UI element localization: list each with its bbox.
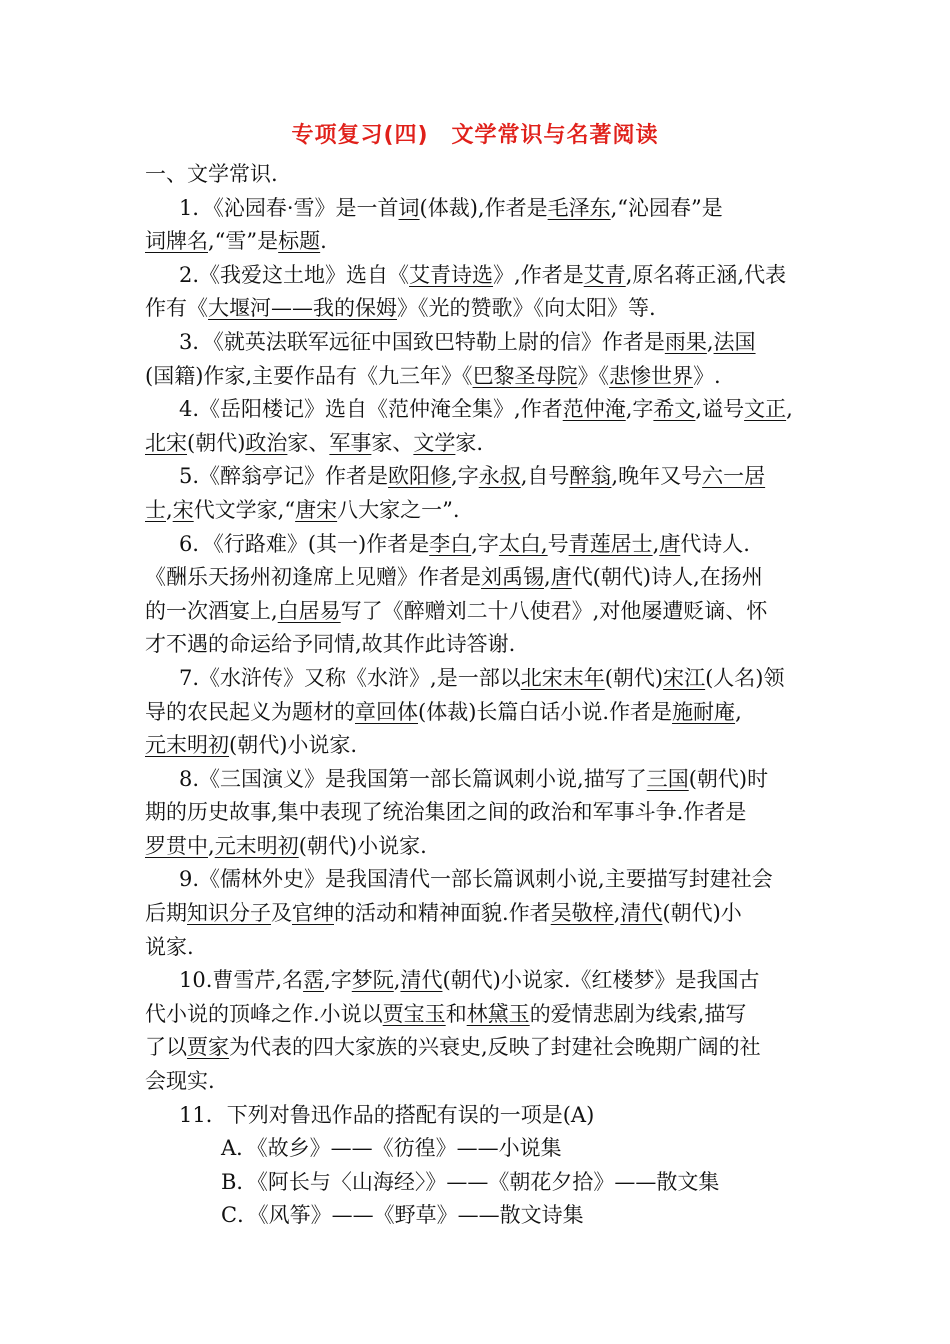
item-6-line-3: 的一次酒宴上,白居易写了《醉赠刘二十八使君》,对他屡遭贬谪、怀: [145, 598, 768, 623]
item-1-line-1: 1．《沁园春·雪》是一首词(体裁),作者是毛泽东,“沁园春”是: [179, 195, 723, 220]
item-3-line-1: 3．《就英法联军远征中国致巴特勒上尉的信》作者是雨果,法国: [179, 329, 756, 354]
item-7-line-3: 元末明初(朝代)小说家.: [145, 733, 358, 758]
answer-blank: 刘禹锡: [481, 565, 544, 590]
item-1-line-2: 词牌名,“雪”是标题.: [145, 229, 327, 254]
answer-blank: 悲惨世界: [609, 363, 694, 388]
item-2-line-1: 2.《我爱这土地》选自《艾青诗选》,作者是艾青,原名蒋正涵,代表: [179, 262, 787, 287]
document-body: [145, 158, 810, 1233]
answer-blank: 元末明初: [145, 733, 229, 758]
answer-blank: 青莲居士: [568, 531, 653, 556]
answer-blank: 六一居: [702, 464, 766, 489]
answer-blank: 永叔: [478, 464, 521, 489]
item-5-line-2: 士,宋代文学家,“唐宋八大家之一”.: [145, 497, 460, 522]
answer-blank: 唐宋: [295, 497, 338, 522]
answer-blank: 文正: [744, 397, 787, 422]
answer-blank: 霑: [303, 968, 325, 993]
item-11-option-b: B．《阿长与〈山海经〉》——《朝花夕拾》——散文集: [221, 1169, 720, 1194]
answer-blank: 林黛玉: [466, 1001, 530, 1026]
answer-blank: 北宋末年: [520, 665, 605, 690]
item-10-line-2: 代小说的顶峰之作.小说以贾宝玉和林黛玉的爱情悲剧为线索,描写: [145, 1001, 747, 1026]
answer-blank: 清代: [620, 901, 663, 926]
answer-blank: 希文: [653, 397, 696, 422]
answer-blank: 士: [145, 497, 166, 522]
answer-blank: 贾家: [187, 1035, 229, 1060]
item-3-line-2: (国籍)作家,主要作品有《九三年》《巴黎圣母院》《悲惨世界》.: [145, 363, 721, 388]
answer-blank: 雨果: [664, 329, 707, 354]
answer-blank: 艾青: [583, 262, 626, 287]
item-6-line-2: 《酬乐天扬州初逢席上见赠》作者是刘禹锡,唐代(朝代)诗人,在扬州: [145, 565, 763, 590]
item-4-line-2: 北宋(朝代)政治家、军事家、文学家.: [145, 430, 484, 455]
item-2-line-2: 作有《大堰河——我的保姆》《光的赞歌》《向太阳》等.: [145, 296, 656, 321]
item-8-line-3: 罗贯中,元末明初(朝代)小说家.: [145, 833, 427, 858]
section-heading: 一、文学常识.: [145, 162, 278, 186]
answer-blank: 法国: [713, 329, 756, 354]
answer-blank: 大堰河——我的保姆: [208, 296, 397, 321]
answer-blank: 唐: [550, 565, 572, 590]
answer-blank: 政治: [245, 430, 288, 455]
answer-blank: 太白,: [498, 531, 548, 556]
answer-blank: 巴黎圣母院: [472, 363, 578, 388]
answer-blank: 梦阮: [351, 968, 394, 993]
page-title: 专项复习(四) 文学常识与名著阅读: [291, 123, 659, 148]
answer-blank: 白居易: [277, 598, 341, 623]
answer-blank: 毛泽东: [547, 195, 611, 220]
item-5-line-1: 5.《醉翁亭记》作者是欧阳修,字永叔,自号醉翁,晚年又号六一居: [179, 464, 766, 489]
answer-blank: 罗贯中: [145, 833, 208, 858]
answer-blank: 醉翁: [569, 464, 612, 489]
item-10-line-3: 了以贾家为代表的四大家族的兴衰史,反映了封建社会晚期广阔的社: [145, 1035, 761, 1060]
answer-blank: 唐: [659, 531, 681, 556]
item-6-line-4: 才不遇的命运给予同情,故其作此诗答谢.: [145, 632, 516, 657]
answer-blank: 吴敬梓: [550, 901, 614, 926]
item-11-option-c: C．《风筝》——《野草》——散文诗集: [221, 1203, 584, 1228]
item-7-line-2: 导的农民起义为题材的章回体(体裁)长篇白话小说.作者是施耐庵,: [145, 699, 742, 724]
item-10-line-4: 会现实.: [145, 1069, 215, 1094]
answer-blank: 施耐庵: [672, 699, 736, 724]
item-9-line-1: 9.《儒林外史》是我国清代一部长篇讽刺小说,主要描写封建社会: [179, 867, 773, 892]
item-6-line-1: 6．《行路难》(其一)作者是李白,字太白,号青莲居士,唐代诗人.: [179, 531, 750, 556]
answer-blank: 贾宝玉: [382, 1001, 446, 1026]
item-8-line-1: 8.《三国演义》是我国第一部长篇讽刺小说,描写了三国(朝代)时: [179, 766, 769, 791]
item-11-question: 11．下列对鲁迅作品的搭配有误的一项是(A): [179, 1102, 595, 1127]
item-10-line-1: 10.曹雪芹,名霑,字梦阮,清代(朝代)小说家.《红楼梦》是我国古: [179, 968, 760, 993]
answer-blank: 词: [398, 195, 420, 220]
answer-blank: 章回体: [355, 699, 418, 724]
answer-blank: 欧阳修: [388, 464, 452, 489]
answer-blank: 标题: [278, 229, 321, 254]
answer-blank: 军事: [329, 430, 372, 455]
item-7-line-1: 7.《水浒传》又称《水浒》,是一部以北宋末年(朝代)宋江(人名)领: [179, 665, 785, 690]
answer-blank: 宋: [172, 497, 194, 522]
answer-blank: 三国: [646, 766, 689, 791]
answer-blank: 艾青诗选: [409, 262, 494, 287]
answer-blank: 北宋: [145, 430, 187, 455]
answer-blank: 宋江: [663, 665, 706, 690]
answer-blank: 知识分子: [187, 901, 271, 926]
answer-blank: 李白: [429, 531, 472, 556]
answer-blank: 词牌名: [145, 229, 208, 254]
item-9-line-3: 说家.: [145, 934, 194, 959]
item-4-line-1: 4.《岳阳楼记》选自《范仲淹全集》,作者范仲淹,字希文,谥号文正,: [179, 397, 793, 422]
answer-blank: 官绅: [292, 901, 334, 926]
item-11-option-a: A．《故乡》——《彷徨》——小说集: [221, 1136, 562, 1161]
answer-blank: 文学: [413, 430, 456, 455]
item-9-line-2: 后期知识分子及官绅的活动和精神面貌.作者吴敬梓,清代(朝代)小: [145, 901, 742, 926]
answer-blank: 元末明初: [214, 833, 299, 858]
answer-blank: 清代: [400, 968, 443, 993]
item-8-line-2: 期的历史故事,集中表现了统治集团之间的政治和军事斗争.作者是: [145, 800, 747, 825]
answer-blank: 范仲淹: [562, 397, 626, 422]
